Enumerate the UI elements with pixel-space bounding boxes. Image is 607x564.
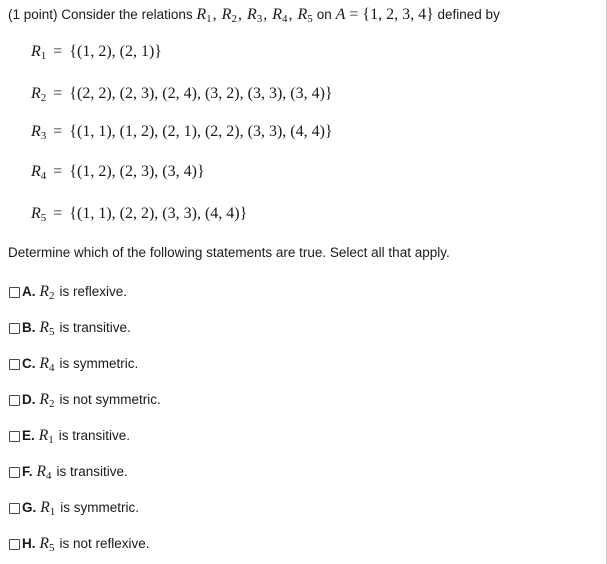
option-checkbox[interactable] [9,395,20,406]
problem-suffix: defined by [437,7,500,22]
option-relation: $R_4$ [39,355,55,374]
relation-name: $R_3$ [246,6,263,25]
option-text: is not reflexive. [59,536,150,551]
option-text: is symmetric. [60,500,139,515]
relation-definition: $R_2 = \{(2$, 2), (2, 3), (2, 4), (3, 2), (3, 3), (3, 4)} [31,85,333,104]
option-checkbox[interactable] [9,359,20,370]
option-letter: H. [22,536,36,551]
option-relation: $R_1$ [40,499,56,518]
problem-statement [8,6,500,24]
option-checkbox[interactable] [9,503,20,514]
option-checkbox[interactable] [9,467,20,478]
relation-name: $R_5$ [297,6,313,25]
option-text: is reflexive. [59,284,127,299]
set-definition: A = {1, 2, 3, 4} [335,6,434,23]
relation-list: $R_1$, $R_2$, $R_3$, $R_4$, $R_5$ [196,6,313,25]
relation-definition: $R_5 = \{(1$, 1), (2, 2), (3, 3), (4, 4)} [31,205,248,224]
relation-definition: $R_4 = \{(1$, 2), (2, 3), (3, 4)} [31,163,205,182]
option-text: is transitive. [58,428,131,443]
option-g[interactable] [9,499,139,517]
option-checkbox[interactable] [9,431,20,442]
option-checkbox[interactable] [9,323,20,334]
option-relation: $R_2$ [39,283,55,302]
option-letter: C. [22,356,36,371]
relation-name: $R_1$ [196,6,212,25]
option-c[interactable] [9,355,138,373]
option-letter: F. [22,464,33,479]
option-letter: A. [22,284,36,299]
on-word: on [316,7,332,22]
option-h[interactable] [9,535,150,553]
relation-definition: $R_1 = \{(1$, 2), (2, 1)} [31,43,162,62]
option-f[interactable] [9,463,128,481]
relation-definition: $R_3 = \{(1$, 1), (1, 2), (2, 1), (2, 2), (3, 3), (4, 4)} [31,123,333,142]
option-a[interactable] [9,283,127,301]
relation-name: $R_4$ [272,6,288,25]
option-text: is transitive. [59,320,131,335]
option-text: is symmetric. [59,356,139,371]
option-relation: $R_5$ [39,319,55,338]
option-text: is not symmetric. [59,392,161,407]
relation-name: $R_2$ [221,6,237,25]
option-b[interactable] [9,319,131,337]
option-relation: $R_2$ [39,391,55,410]
option-letter: E. [22,428,35,443]
problem-prefix: (1 point) Consider the relations [8,7,193,22]
option-relation: $R_5$ [39,535,55,554]
option-letter: B. [22,320,36,335]
option-checkbox[interactable] [9,287,20,298]
option-text: is transitive. [56,464,128,479]
option-e[interactable] [9,427,130,445]
instruction-text: Determine which of the following statements are true. Select all that apply. [8,245,450,260]
option-d[interactable] [9,391,161,409]
option-checkbox[interactable] [9,539,20,550]
option-relation: $R_1$ [38,427,54,446]
option-letter: D. [22,392,36,407]
option-relation: $R_4$ [36,463,52,482]
option-letter: G. [22,500,37,515]
